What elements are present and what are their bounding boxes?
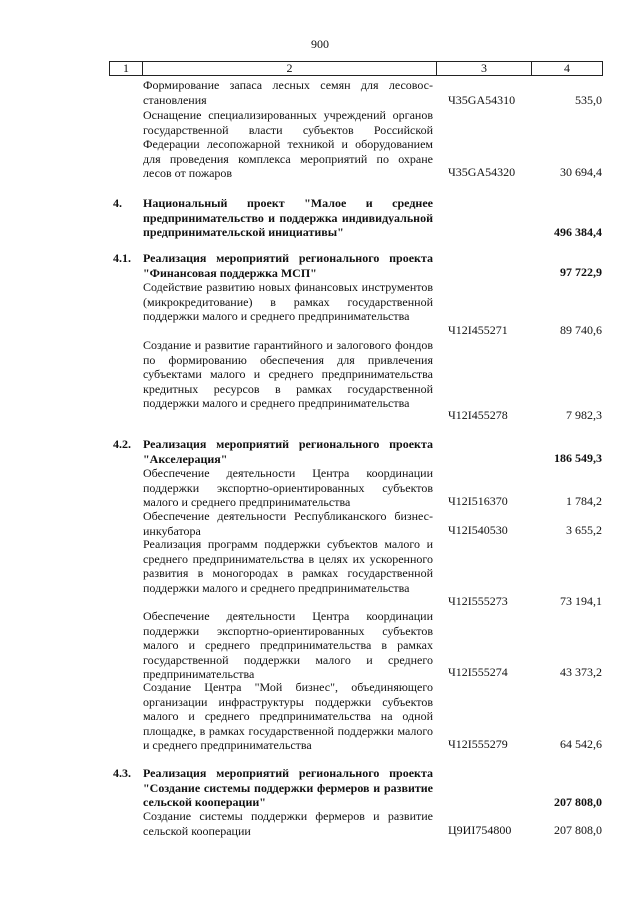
section-number: 4.2. (113, 437, 131, 451)
row-code: Ч12I455271 (448, 323, 508, 337)
row-amount: 89 740,6 (560, 323, 602, 337)
row-amount: 1 784,2 (566, 494, 602, 508)
section-number: 4. (113, 196, 122, 210)
header-col-3: 3 (437, 62, 532, 76)
row-text: Формирование запаса лесных семян для лесовос-становления (143, 78, 433, 107)
row-amount: 535,0 (575, 93, 602, 107)
section-title: Реализация мероприятий регионального проекта "Финансовая поддержка МСП" (143, 251, 433, 280)
row-amount: 73 194,1 (560, 594, 602, 608)
row-text: Реализация программ поддержки субъектов малого и среднего предпринимательства в целях их ускоренного развития в моногородах в рамках государственной поддержки малого и среднего предпринимательства (143, 537, 433, 595)
section-amount: 207 808,0 (554, 795, 602, 809)
section-amount: 496 384,4 (554, 225, 602, 239)
row-code: Ч12I555274 (448, 665, 508, 679)
row-text: Оснащение специализированных учреждений органов государственной власти субъектов Российской Федерации лесопожарной техникой и оборудованием для проведения комплекса мероприятий по охране лесов от пожаров (143, 108, 433, 180)
row-text: Создание системы поддержки фермеров и развитие сельской кооперации (143, 809, 433, 838)
row-text: Содействие развитию новых финансовых инструментов (микрокредитование) в рамках государственной поддержки малого и среднего предпринимательства (143, 280, 433, 323)
column-header-row (109, 61, 603, 76)
row-text: Обеспечение деятельности Республиканского бизнес-инкубатора (143, 509, 433, 538)
row-amount: 43 373,2 (560, 665, 602, 679)
section-number: 4.1. (113, 251, 131, 265)
row-amount: 64 542,6 (560, 737, 602, 751)
row-text: Создание и развитие гарантийного и залогового фондов по формированию обеспечения для привлечения субъектами малого и среднего предпринимательства кредитных ресурсов в рамках государственной поддержки малого и среднего предпринимательства (143, 338, 433, 410)
row-code: Ц9ИI754800 (448, 823, 512, 837)
section-title: Реализация мероприятий регионального проекта "Акселерация" (143, 437, 433, 466)
row-amount: 3 655,2 (566, 523, 602, 537)
section-number: 4.3. (113, 766, 131, 780)
row-code: Ч12I555273 (448, 594, 508, 608)
row-amount: 30 694,4 (560, 165, 602, 179)
row-code: Ч12I540530 (448, 523, 508, 537)
row-code: Ч35GA54320 (448, 165, 516, 179)
section-amount: 186 549,3 (554, 451, 602, 465)
row-text: Обеспечение деятельности Центра координации поддержки экспортно-ориентированных субъектов малого и среднего предпринимательства (143, 466, 433, 509)
section-title: Реализация мероприятий регионального проекта "Создание системы поддержки фермеров и развитие сельской кооперации" (143, 766, 433, 809)
row-text: Создание Центра "Мой бизнес", объединяющего организации инфраструктуры поддержки субъектов малого и среднего предпринимательства на одной площадке, в рамках государственной поддержки малого и среднего предпринимательства (143, 680, 433, 752)
page-number: 900 (311, 37, 329, 51)
row-code: Ч12I555279 (448, 737, 508, 751)
row-code: Ч12I516370 (448, 494, 508, 508)
row-text: Обеспечение деятельности Центра координации поддержки экспортно-ориентированных субъектов малого и среднего предпринимательства в рамках государственной поддержки малого и среднего предпринимательства (143, 609, 433, 681)
row-code: Ч12I455278 (448, 408, 508, 422)
header-col-4: 4 (532, 62, 603, 76)
row-amount: 207 808,0 (554, 823, 602, 837)
row-code: Ч35GA54310 (448, 93, 516, 107)
header-col-1: 1 (110, 62, 143, 76)
row-amount: 7 982,3 (566, 408, 602, 422)
header-col-2: 2 (143, 62, 437, 76)
section-amount: 97 722,9 (560, 265, 602, 279)
section-title: Национальный проект "Малое и среднее предпринимательство и поддержка индивидуальной предпринимательской инициативы" (143, 196, 433, 239)
